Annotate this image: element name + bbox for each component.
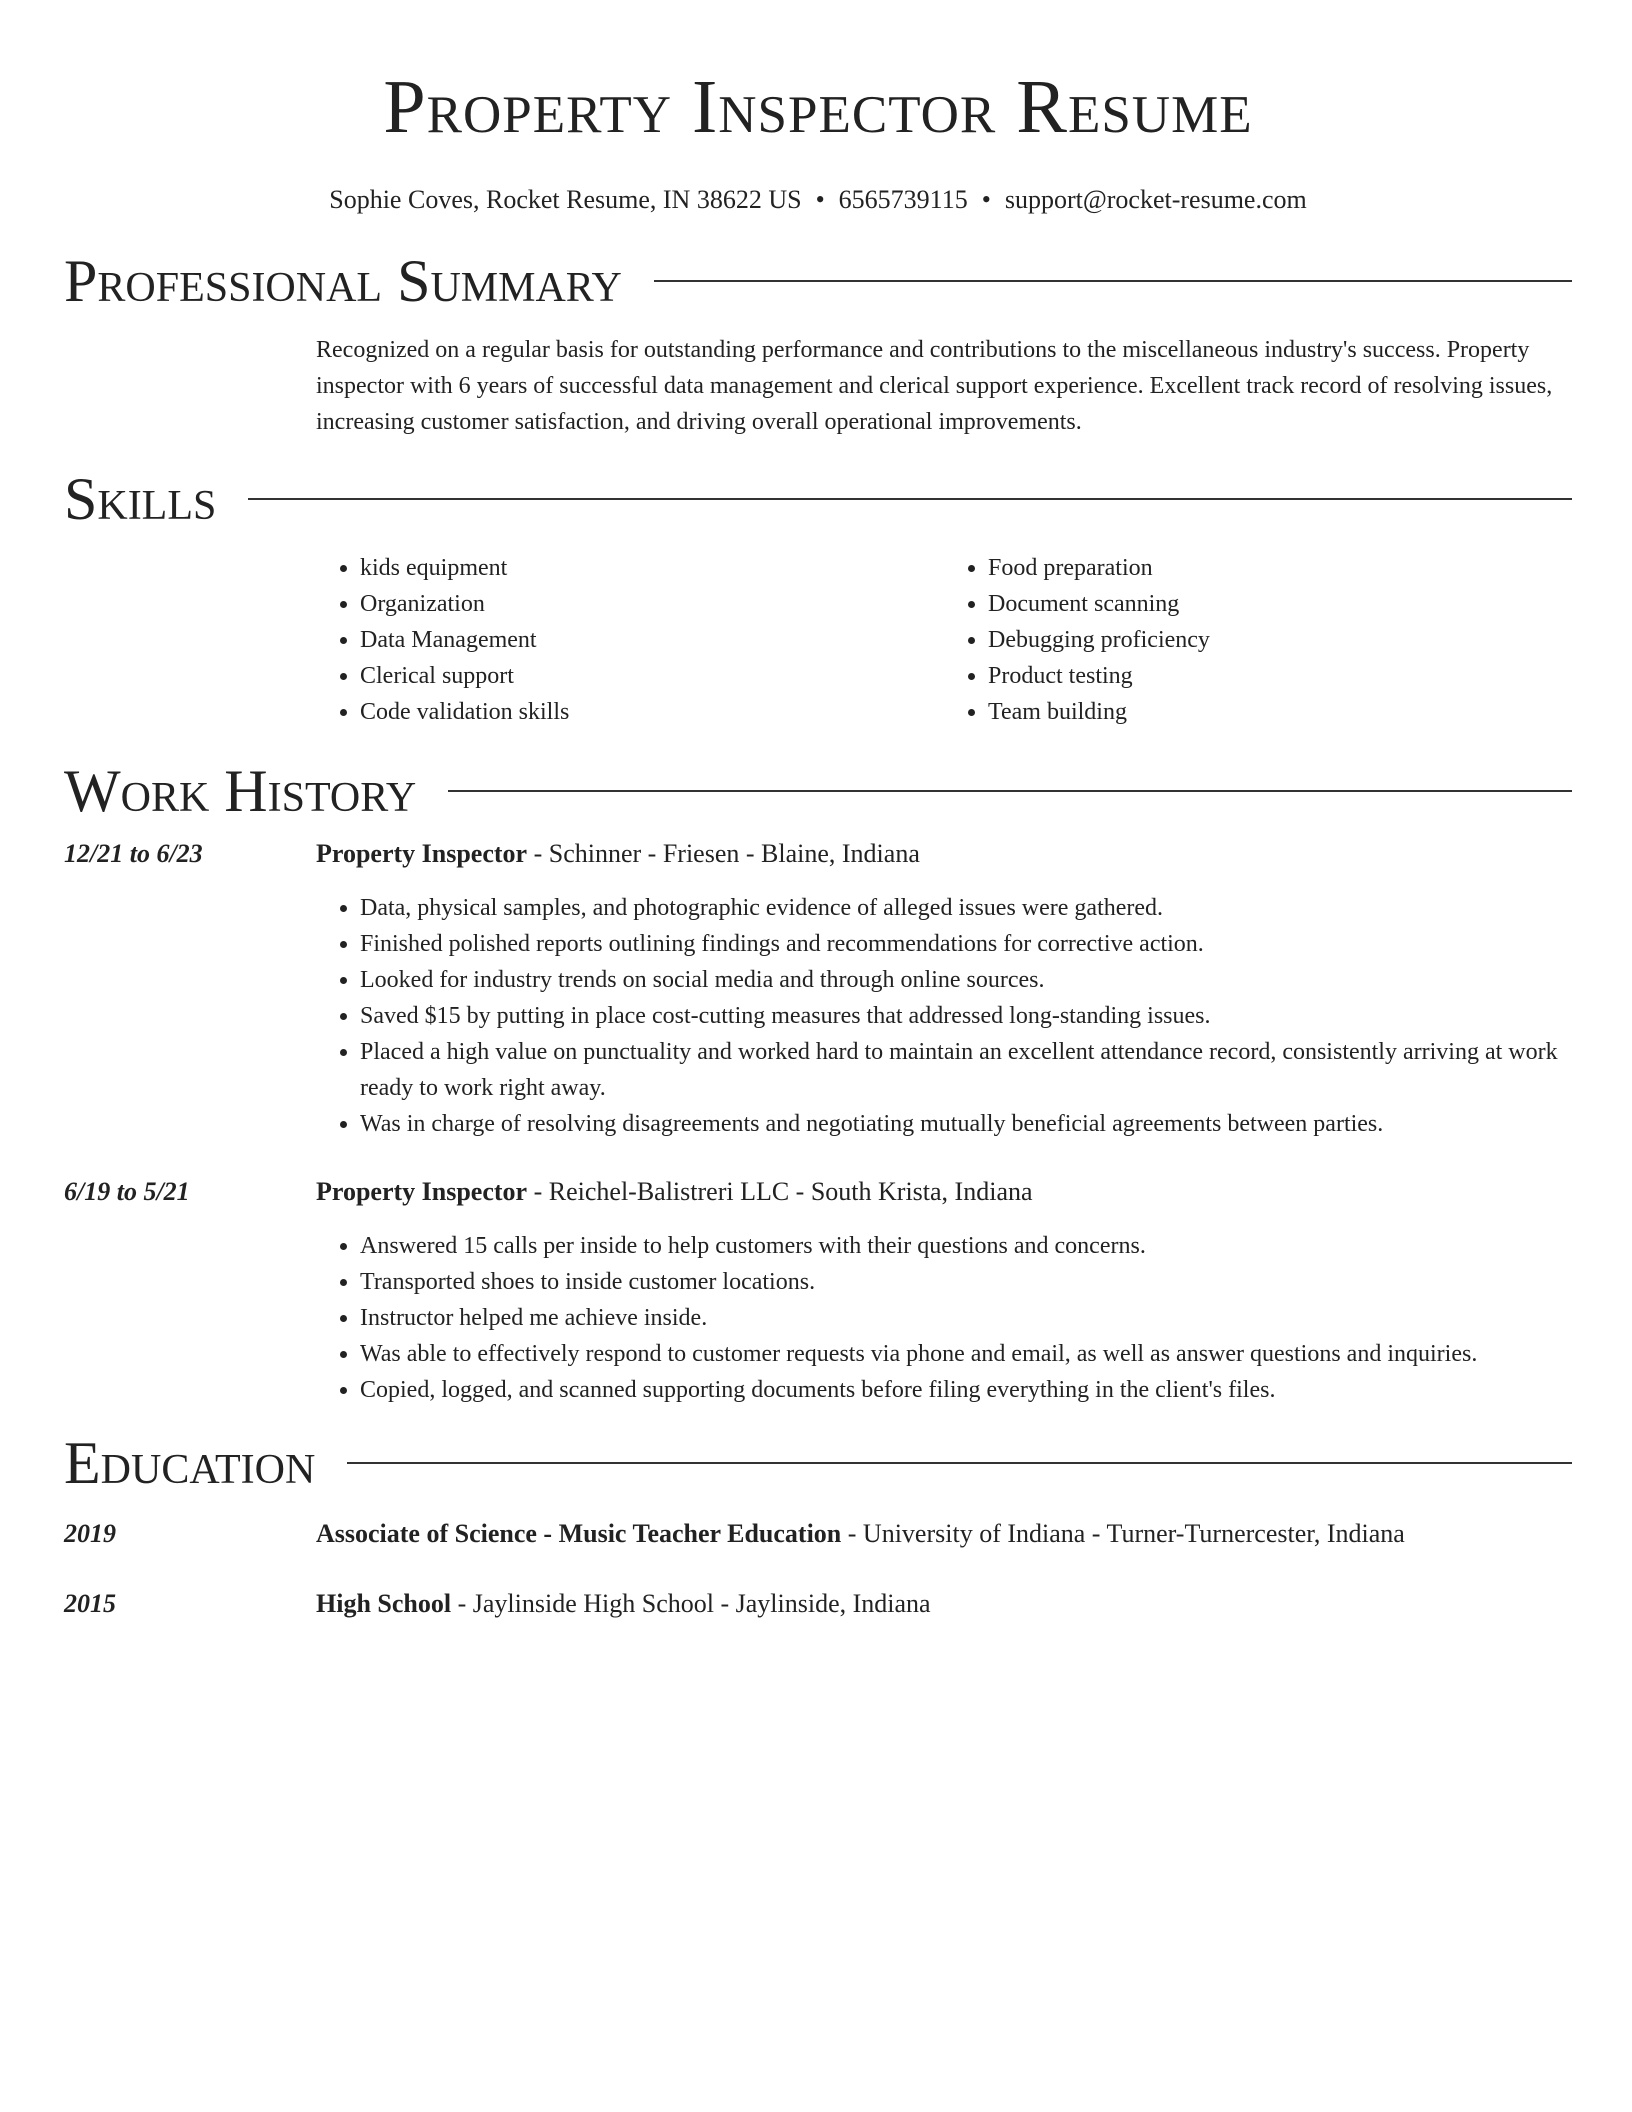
skill-item: • Clerical support: [360, 658, 944, 694]
education-details: [316, 1586, 1572, 1622]
skill-item: • Code validation skills: [360, 694, 944, 730]
skill-item: • Food preparation: [988, 550, 1572, 586]
work-section-header: [64, 756, 1572, 826]
resume-page: [64, 0, 1572, 1622]
work-heading: Work History: [64, 758, 417, 824]
section-divider: [448, 790, 1572, 792]
job-entry: [64, 1174, 1572, 1408]
job-bullets: [316, 890, 1572, 1142]
summary-text: Recognized on a regular basis for outstanding performance and contributions to the miscellaneous industry's success. Property inspector with 6 years of successful data management and clerical support experience. Excellent track record of resolving issues, increasing customer satisfaction, and driving overall operational improvements.: [316, 337, 1553, 435]
skill-item: • Product testing: [988, 658, 1572, 694]
job-bullet: • Was able to effectively respond to customer requests via phone and email, as well as answer questions and inquiries.: [360, 1336, 1572, 1372]
skills-column-right: [944, 550, 1572, 730]
contact-separator: •: [981, 185, 991, 214]
section-divider: [347, 1462, 1572, 1464]
job-bullet: • Was in charge of resolving disagreements and negotiating mutually beneficial agreements between parties.: [360, 1106, 1572, 1142]
job-bullet: • Answered 15 calls per inside to help customers with their questions and concerns.: [360, 1228, 1572, 1264]
section-divider: [248, 498, 1572, 500]
contact-line: [64, 184, 1572, 216]
education-school: - University of Indiana - Turner-Turnercester, Indiana: [841, 1519, 1405, 1548]
job-bullet: • Finished polished reports outlining findings and recommendations for corrective action.: [360, 926, 1572, 962]
education-entry: [64, 1516, 1572, 1552]
resume-title: Property Inspector Resume: [383, 65, 1253, 149]
job-bullet: • Copied, logged, and scanned supporting documents before filing everything in the client's files.: [360, 1372, 1572, 1408]
skills-list: [316, 550, 1572, 730]
job-bullet: • Transported shoes to inside customer locations.: [360, 1264, 1572, 1300]
job-bullet: • Looked for industry trends on social media and through online sources.: [360, 962, 1572, 998]
summary-heading: Professional Summary: [64, 248, 622, 314]
contact-email: support@rocket-resume.com: [1004, 185, 1307, 214]
skills-heading: Skills: [64, 466, 217, 532]
summary-section-header: [64, 246, 1572, 316]
job-title: Property Inspector: [316, 839, 528, 868]
education-section-header: [64, 1428, 1572, 1498]
job-bullet: • Placed a high value on punctuality and worked hard to maintain an excellent attendance record, consistently arriving at work ready to work right away.: [360, 1034, 1572, 1106]
education-degree: High School: [316, 1589, 452, 1618]
job-dates: 6/19 to 5/21: [64, 1177, 190, 1206]
job-header: [316, 836, 1572, 872]
skill-item: • Debugging proficiency: [988, 622, 1572, 658]
skill-item: • kids equipment: [360, 550, 944, 586]
education-school: - Jaylinside High School - Jaylinside, Indiana: [451, 1589, 931, 1618]
skill-item: • Team building: [988, 694, 1572, 730]
skill-item: • Document scanning: [988, 586, 1572, 622]
job-bullet: • Data, physical samples, and photographic evidence of alleged issues were gathered.: [360, 890, 1572, 926]
job-bullets: [316, 1228, 1572, 1408]
contact-address: Sophie Coves, Rocket Resume, IN 38622 US: [329, 185, 802, 214]
education-year: 2019: [64, 1519, 116, 1548]
job-employer: - Reichel-Balistreri LLC - South Krista, Indiana: [527, 1177, 1033, 1206]
education-heading: Education: [64, 1430, 316, 1496]
education-year: 2015: [64, 1589, 116, 1618]
job-dates: 12/21 to 6/23: [64, 839, 203, 868]
job-entry: [64, 836, 1572, 1142]
contact-separator: •: [815, 185, 825, 214]
education-details: [316, 1516, 1572, 1552]
section-divider: [654, 280, 1572, 282]
education-entry: [64, 1586, 1572, 1622]
job-employer: - Schinner - Friesen - Blaine, Indiana: [527, 839, 920, 868]
skills-column-left: [316, 550, 944, 730]
job-title: Property Inspector: [316, 1177, 528, 1206]
contact-phone: 6565739115: [838, 185, 968, 214]
job-bullet: • Instructor helped me achieve inside.: [360, 1300, 1572, 1336]
job-details: [316, 836, 1572, 1142]
job-bullet: • Saved $15 by putting in place cost-cutting measures that addressed long-standing issues.: [360, 998, 1572, 1034]
education-degree: Associate of Science - Music Teacher Education: [316, 1519, 842, 1548]
skill-item: • Data Management: [360, 622, 944, 658]
skills-section-header: [64, 464, 1572, 534]
job-details: [316, 1174, 1572, 1408]
skill-item: • Organization: [360, 586, 944, 622]
job-header: [316, 1174, 1572, 1210]
